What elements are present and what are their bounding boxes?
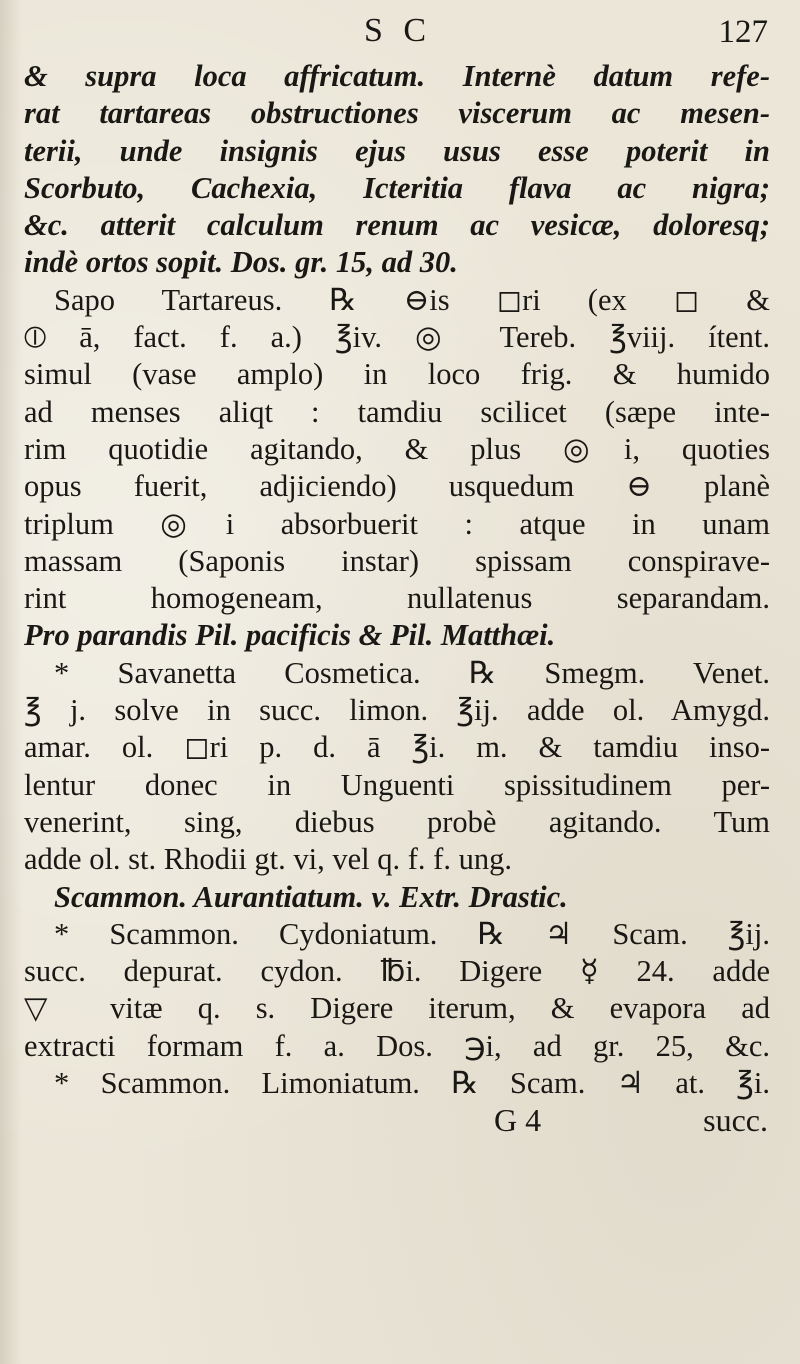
text-line-26: ▽ vitæ q. s. Digere iterum, & evapora ad [24,991,770,1026]
text-line-13: triplum ◎i absorbuerit : atque in unam [24,506,770,541]
text-line-5: &c. atterit calculum renum ac vesicæ, doloresq; [24,208,770,243]
body-text [24,58,770,1102]
text-line-4: Scorbuto, Cachexia, Icteritia flava ac nigra; [24,170,770,205]
text-line-9: simul (vase amplo) in loco frig. & humido [24,357,770,392]
text-line-2: rat tartareas obstructiones viscerum ac mesen- [24,96,770,131]
text-line-15: rint homogeneam, nullatenus separandam. [24,581,770,616]
text-line-8: ⦶ ā, fact. f. a.) ℥iv. ◎ Tereb. ℥viij. ítent. [24,320,770,355]
text-line-12: opus fuerit, adjiciendo) usquedum ⊖ planè [24,469,770,504]
text-line-25: succ. depurat. cydon. ℔i. Digere ☿ 24. adde [24,954,770,989]
text-line-22: adde ol. st. Rhodii gt. vi, vel q. f. f. ung. [24,842,512,877]
text-line-18: ℥ j. solve in succ. limon. ℥ij. adde ol. Amygd. [24,693,770,728]
text-line-16: Pro parandis Pil. pacificis & Pil. Matthæi. [24,618,556,653]
page-header [24,12,770,58]
catchword: succ. [703,1102,768,1139]
text-line-6: indè ortos sopit. Dos. gr. 15, ad 30. [24,245,458,280]
text-line-14: massam (Saponis instar) spissam conspirave- [24,543,770,578]
text-line-19: amar. ol. ◻ri p. d. ā ℥i. m. & tamdiu inso- [24,730,770,765]
text-line-27: extracti formam f. a. Dos. ℈i, ad gr. 25, &c. [24,1028,770,1063]
text-line-3: terii, unde insignis ejus usus esse poterit in [24,133,770,168]
page-footer [24,1102,770,1142]
text-line-11: rim quotidie agitando, & plus ◎i, quoties [24,431,770,466]
header-signature: S C [364,12,433,49]
text-line-7: Sapo Tartareus. ℞ ⊖is ◻ri (ex ◻ & [54,282,770,317]
text-line-23: Scammon. Aurantiatum. v. Extr. Drastic. [54,879,568,914]
text-line-21: venerint, sing, diebus probè agitando. Tum [24,804,770,839]
page-number: 127 [718,14,768,50]
text-line-20: lentur donec in Unguenti spissitudinem per- [24,767,770,802]
text-line-10: ad menses aliqt : tamdiu scilicet (sæpe inte- [24,394,770,429]
text-line-24: * Scammon. Cydoniatum. ℞ ♃ Scam. ℥ij. [54,916,770,951]
footer-signature: G 4 [494,1102,542,1139]
text-line-1: & supra loca affricatum. Internè datum refe- [24,59,770,93]
text-line-28: * Scammon. Limoniatum. ℞ Scam. ♃ at. ℥i. [54,1066,770,1101]
text-line-17: * Savanetta Cosmetica. ℞ Smegm. Venet. [54,655,770,690]
